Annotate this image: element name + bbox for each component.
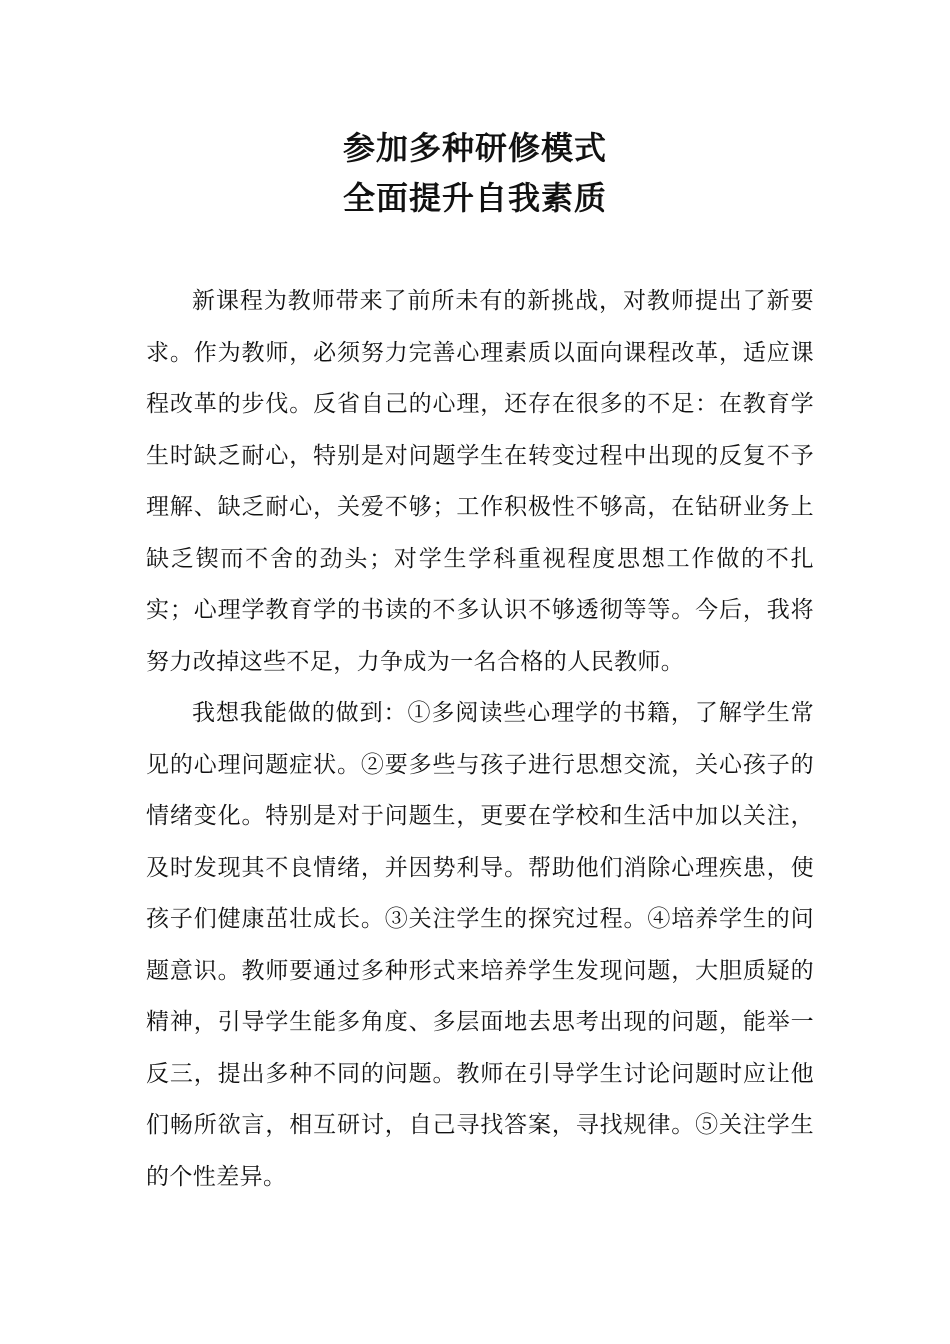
title-line-2: 全面提升自我素质 — [342, 179, 607, 217]
document-body — [146, 276, 814, 1203]
paragraph-2: 我想我能做的做到：①多阅读些心理学的书籍，了解学生常见的心理问题症状。②要多些与孩子进行思想交流，关心孩子的情绪变化。特别是对于问题生，更要在学校和生活中加以关注，及时发现其不良情绪，并因势利导。帮助他们消除心理疾患，使孩子们健康茁壮成长。③关注学生的探究过程。④培养学生的问题意识。教师要通过多种形式来培养学生发现问题，大胆质疑的精神，引导学生能多角度、多层面地去思考出现的问题，能举一反三，提出多种不同的问题。教师在引导学生讨论问题时应让他们畅所欲言，相互研讨，自己寻找答案，寻找规律。⑤关注学生的个性差异。 — [146, 700, 814, 1190]
document-title — [0, 123, 950, 223]
paragraph-1: 新课程为教师带来了前所未有的新挑战，对教师提出了新要求。作为教师，必须努力完善心理素质以面向课程改革，适应课程改革的步伐。反省自己的心理，还存在很多的不足：在教育学生时缺乏耐心，特别是对问题学生在转变过程中出现的反复不予理解、缺乏耐心，关爱不够；工作积极性不够高，在钻研业务上缺乏锲而不舍的劲头；对学生学科重视程度思想工作做的不扎实；心理学教育学的书读的不多认识不够透彻等等。今后，我将努力改掉这些不足，力争成为一名合格的人民教师。 — [146, 288, 814, 675]
title-line-1: 参加多种研修模式 — [342, 129, 607, 167]
